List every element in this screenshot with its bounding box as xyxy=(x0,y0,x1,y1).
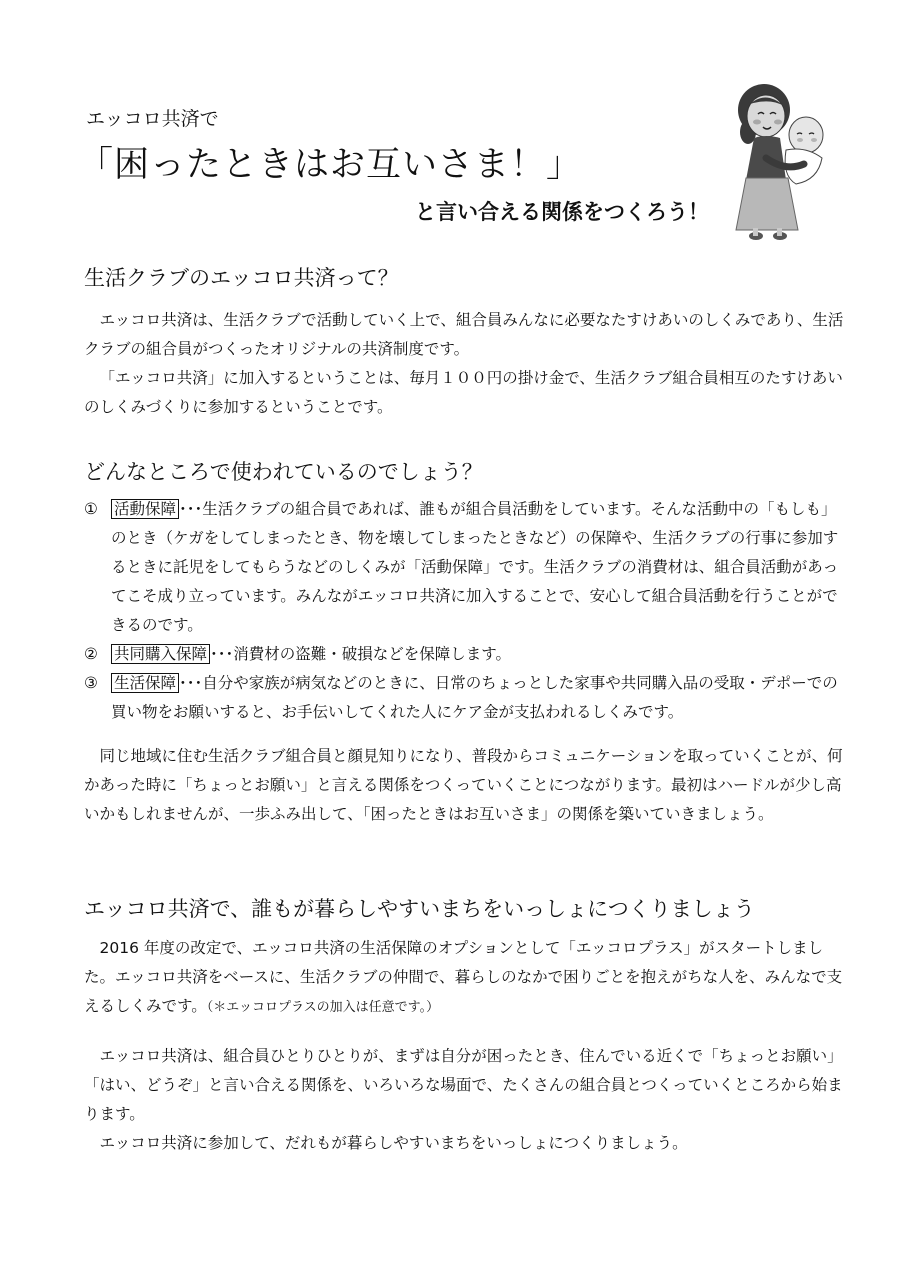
paragraph: 「エッコロ共済」に加入するということは、毎月１００円の掛け金で、生活クラブ組合員相互のたすけあいのしくみづくりに参加するということです。 xyxy=(84,369,843,416)
item-text: ･･･自分や家族が病気などのときに、日常のちょっとした家事や共同購入品の受取・デポーでの買い物をお願いすると、お手伝いしてくれた人にケア金が支払われるしくみです。 xyxy=(111,674,838,721)
item-number: ① xyxy=(84,500,98,518)
item-text: ･･･生活クラブの組合員であれば、誰もが組合員活動をしています。そんな活動中の「もしも」のとき（ケガをしてしまったとき、物を壊してしまったときなど）の保障や、生活クラブの行事に参加するときに託児をしてもらうなどのしくみが「活動保障」です。生活クラブの消費材は、組合員活動があってこそ成り立っています。みんながエッコロ共済に加入することで、安心して組合員活動を行うことができるのです。 xyxy=(111,500,839,634)
list-item xyxy=(84,669,844,727)
section-title-about: 生活クラブのエッコロ共済って？ xyxy=(84,266,399,290)
item-text: ･･･消費材の盗難・破損などを保障します。 xyxy=(210,645,512,663)
paragraph-text: 2016 年度の改定で、エッコロ共済の生活保障のオプションとして「エッコロプラス」がスタートしました。エッコロ共済をベースに、生活クラブの仲間で、暮らしのなかで困りごとを抱えがちな人を、みんなで支えるしくみです。 xyxy=(84,939,843,1015)
usage-list xyxy=(84,495,844,727)
pre-title: エッコロ共済で xyxy=(86,108,219,130)
item-number: ③ xyxy=(84,674,98,692)
paragraph: エッコロ共済は、組合員ひとりひとりが、まずは自分が困ったとき、住んでいる近くで「ちょっとお願い」「はい、どうぞ」と言い合える関係を、いろいろな場面で、たくさんの組合員とつくっていくところから始まります。 xyxy=(84,1047,843,1123)
section-community-body-2 xyxy=(84,1042,854,1158)
paragraph: 同じ地域に住む生活クラブ組合員と顔見知りになり、普段からコミュニケーションを取っていくことが、何かあった時に「ちょっとお願い」と言える関係をつくっていくことにつながります。最初はハードルが少し高いかもしれませんが、一歩ふみ出して、「困ったときはお互いさま」の関係を築いていきましょう。 xyxy=(84,747,843,823)
item-term: 活動保障 xyxy=(111,499,179,519)
section-community-body xyxy=(84,934,854,1022)
list-item xyxy=(84,495,844,640)
item-term: 共同購入保障 xyxy=(111,644,210,664)
paragraph: エッコロ共済に参加して、だれもが暮らしやすいまちをいっしょにつくりましょう。 xyxy=(99,1134,688,1152)
list-item xyxy=(84,640,844,669)
paragraph: エッコロ共済は、生活クラブで活動していく上で、組合員みんなに必要なたすけあいのしくみであり、生活クラブの組合員がつくったオリジナルの共済制度です。 xyxy=(84,311,844,358)
section-title-community: エッコロ共済で、誰もが暮らしやすいまちをいっしょにつくりましょう xyxy=(84,897,755,921)
mother-holding-baby-icon xyxy=(726,80,836,245)
main-title: 「困ったときはお互いさま！」 xyxy=(78,145,583,185)
section-title-usage: どんなところで使われているのでしょう？ xyxy=(84,460,483,484)
subtitle: と言い合える関係をつくろう！ xyxy=(415,200,709,224)
paragraph-note: （＊エッコロプラスの加入は任意です。） xyxy=(206,1000,440,1015)
section-about-body xyxy=(84,306,854,422)
paragraph xyxy=(84,934,854,1022)
usage-closing xyxy=(84,742,854,829)
item-term: 生活保障 xyxy=(111,673,179,693)
item-number: ② xyxy=(84,645,98,663)
